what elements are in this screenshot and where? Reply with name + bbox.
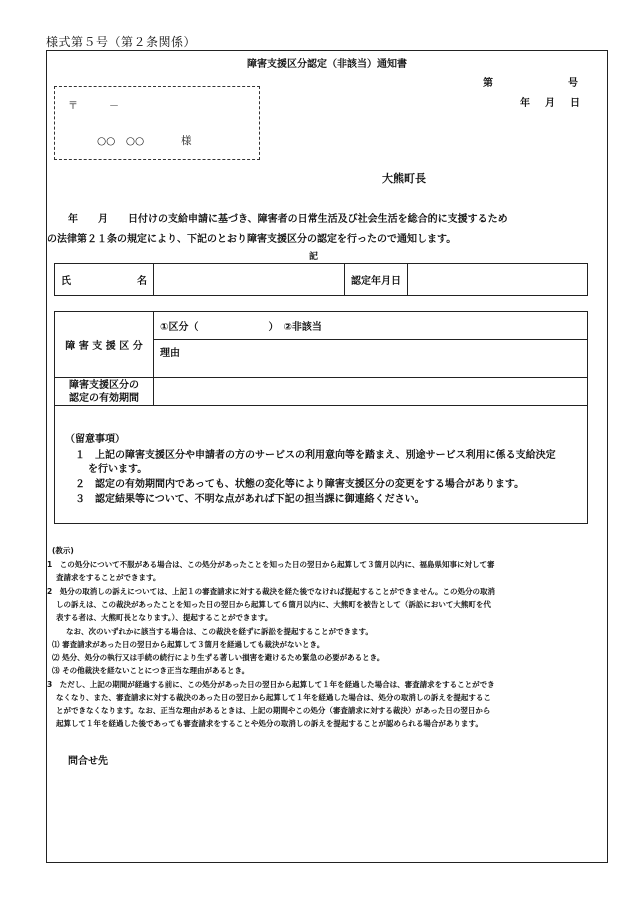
instruction-1-cont: 査請求をすることができます。 <box>56 573 161 582</box>
name-table <box>54 263 588 296</box>
validity-period-value <box>154 378 588 406</box>
notes-box <box>54 404 588 524</box>
instruction-3-cont2: とができなくなります。なお、正当な理由があるときは、上記の期間やこの処分（審査請求に対する裁決）があった日の翌日から <box>56 706 491 715</box>
contact-label: 問合せ先 <box>68 756 108 767</box>
body-text-line2: の法律第２１条の規定により、下記のとおり障害支援区分の認定を行ったので通知します。 <box>47 234 457 245</box>
name-value-cell <box>154 264 345 296</box>
honorific: 様 <box>181 135 192 147</box>
category-label: 障 害 支 援 区 分 <box>55 312 154 378</box>
issuer-name: 大熊町長 <box>382 172 426 185</box>
instruction-3-cont3: 起算して１年を経過した後であっても審査請求をすることや処分の取消しの訴えを提起することが認められる場合があります。 <box>56 719 483 728</box>
name-label-cell: 氏 名 <box>55 264 154 296</box>
reason-label: 理由 <box>154 340 588 378</box>
instruction-2-sub1: ⑴ 審査請求があった日の翌日から起算して３箇月を経過しても裁決がないとき。 <box>52 640 325 649</box>
body-text-line1: 年 月 日付けの支給申請に基づき、障害者の日常生活及び社会生活を総合的に支援するため <box>68 214 508 225</box>
instruction-3-cont1: なくなり、また、審査請求に対する裁決のあった日の翌日から起算して１年を経過した場合は、処分の取消しの訴えを提起するこ <box>56 693 491 702</box>
instruction-3: 3 ただし、上記の期間が経過する前に、この処分があった日の翌日から起算して１年を経過した場合は、審査請求をすることができ <box>47 680 495 689</box>
number-go: 号 <box>568 78 578 89</box>
notes-heading: （留意事項） <box>65 434 125 445</box>
note-item-1: １ 上記の障害支援区分や申請者の方のサービスの利用意向等を踏まえ、別途サービス利用に係る支給決定 <box>75 450 556 461</box>
recipient-address-box <box>54 86 260 160</box>
date-month: 月 <box>545 98 555 109</box>
instruction-2-note: なお、次のいずれかに該当する場合は、この裁決を経ずに訴訟を提起することができます。 <box>66 627 373 636</box>
instruction-heading: (教示) <box>52 546 74 555</box>
instruction-2-sub3: ⑶ その他裁決を経ないことにつき正当な理由があるとき。 <box>52 666 250 675</box>
instruction-2-cont2: 表する者は、大熊町長となります。）、提起することができます。 <box>56 613 273 622</box>
document-title: 障害支援区分認定（非該当）通知書 <box>247 59 407 70</box>
note-item-3: ３ 認定結果等について、不明な点があれば下記の担当課に御連絡ください。 <box>75 494 425 505</box>
ki-label: 記 <box>309 252 319 262</box>
instruction-1: 1 この処分について不服がある場合は、この処分があったことを知った日の翌日から起算して３箇月以内に、福島県知事に対して審 <box>47 560 495 569</box>
cert-date-value-cell <box>408 264 588 296</box>
date-day: 日 <box>570 98 580 109</box>
instruction-2: 2 処分の取消しの訴えについては、上記１の審査請求に対する裁決を経た後でなければ提起することができません。この処分の取消 <box>47 587 496 596</box>
recipient-name: ○○ ○○ <box>97 135 145 147</box>
category-options: ①区分（ ） ②非該当 <box>154 312 588 340</box>
instruction-2-sub2: ⑵ 処分、処分の執行又は手続の続行により生ずる著しい損害を避けるため緊急の必要があるとき。 <box>52 653 385 662</box>
note-item-1-cont: を行います。 <box>88 464 148 475</box>
number-dai: 第 <box>483 78 493 89</box>
form-number: 様式第５号（第２条関係） <box>46 35 197 49</box>
cert-date-label: 認定年月日 <box>345 264 408 296</box>
category-table <box>54 311 588 406</box>
postal-mark: 〒 <box>68 101 78 112</box>
validity-period-label: 障害支援区分の 認定の有効期間 <box>55 378 154 406</box>
instruction-2-cont1: しの訴えは、この裁決があったことを知った日の翌日から起算して６箇月以内に、大熊町を被告として（訴訟において大熊町を代 <box>56 600 491 609</box>
date-year: 年 <box>520 98 530 109</box>
postal-dash: － <box>109 101 119 112</box>
note-item-2: ２ 認定の有効期間内であっても、状態の変化等により障害支援区分の変更をする場合があります。 <box>75 479 525 490</box>
